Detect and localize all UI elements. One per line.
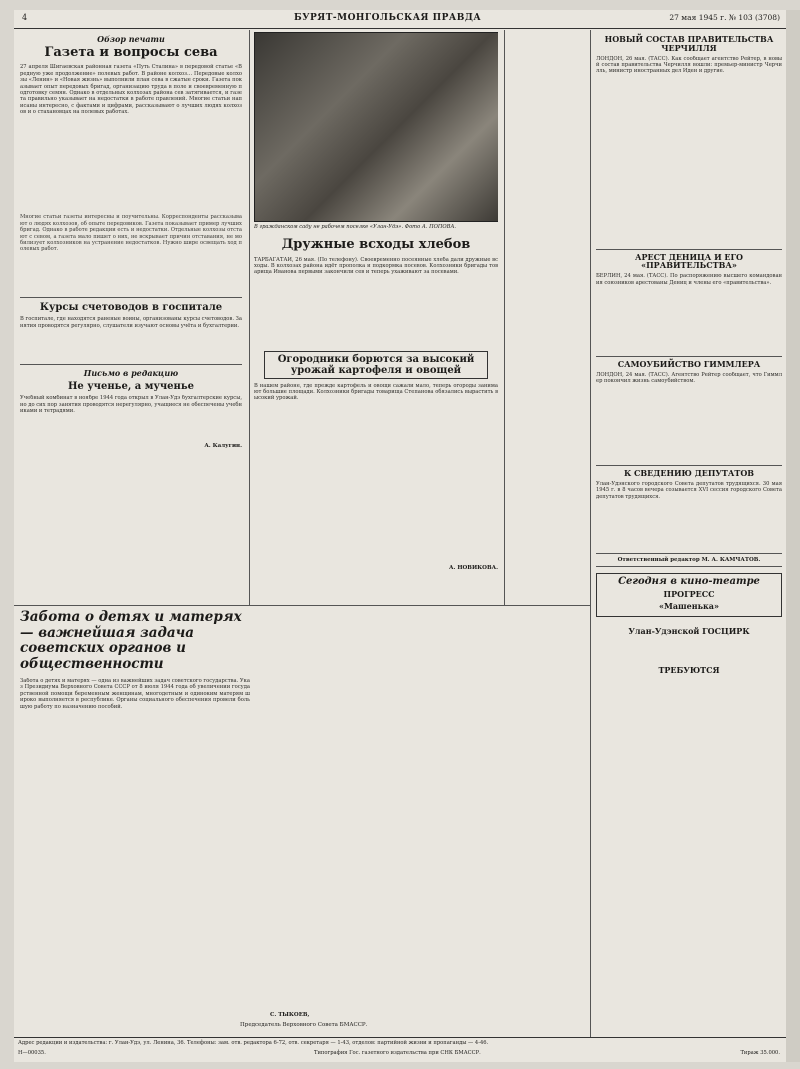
newspaper-title: БУРЯТ-МОНГОЛЬСКАЯ ПРАВДА: [294, 13, 482, 23]
garden-photo: [254, 32, 498, 222]
article-body: 27 апреля Шигаевская районная газета «Путь Сталина» в передовой статье «Вредную уже продолжение» полевых работ. В районе колхоз… Передовые колхозы «Ленин» и «Новая жизнь» выполнили план сева в сжатые сроки. Газета показывает опыт передовых бригад, организацию труда в поле и своевременную подготовку семян. Однако в отдельных колхозах района сев затягивается, и газета правильно указывает на недостатки в работе правлений. Многие статьи написаны интересно, с фактами и цифрами, рассказывают о лучших людях колхозов и о стахановцах на полевых работах.: [20, 64, 242, 116]
tykoev-title: Председатель Верховного Совета БМАССР.: [240, 1022, 368, 1028]
headline-himmler: САМОУБИЙСТВО ГИММЛЕРА: [596, 356, 782, 369]
donitz-body: БЕРЛИН, 24 мая. (ТАСС). По распоряжению высшего командования союзников арестованы Дениц и члены его «правительства».: [596, 273, 782, 286]
himmler-body: ЛОНДОН, 24 мая. (ТАСС). Агентство Рейтер сообщает, что Гиммлер покончил жизнь самоубийством.: [596, 371, 782, 385]
harvest-column: [254, 32, 498, 602]
newspaper-page: [14, 10, 786, 1062]
grain-shoots-body: ТАРБАГАТАЙ, 26 мая. (По телефону). Своевременно посеянные хлеба дали дружные всходы. В колхозах района идёт прополка и подкормка посевов. Колхозники бригады товарища Иванова первыми закончили сев и теперь ухаживают за посевами.: [254, 256, 498, 276]
letter-signature: А. Калугин.: [204, 443, 242, 450]
editor-signature: Ответственный редактор М. А. КАМЧАТОВ.: [596, 553, 782, 567]
rubric-press-review: Обзор печати: [97, 34, 165, 44]
tykoev-signature: С. ТЫКОЕВ,: [270, 1012, 310, 1018]
mothers-children-body: Забота о детях и матерях — одна из важнейших задач советского государства. Указ Президиума Верховного Совета СССР от 8 июля 1944 года об увеличении государственной помощи беременным женщинам, многодетным и одиноким матерям широко выполняется в республике. Органы социального обеспечения провели большую работу по назначению пособий.: [20, 678, 250, 710]
job-ad: ТРЕБУЮТСЯ: [658, 664, 720, 675]
gardeners-body: В нашем районе, где прежде картофель и овощи сажали мало, теперь огороды занимают большие площади. Колхозники бригады товарища Степанова обязались вырастить высокий урожай.: [254, 382, 498, 402]
page-footer: [14, 1037, 786, 1062]
headline-grain-shoots: Дружные всходы хлебов: [281, 237, 471, 253]
footer-address: Адрес редакции и издательства: г. Улан-Удэ, ул. Ленина, 36. Телефоны: зам. отв. редактора 6-72, отв. секретаря — 1-43, отделов: партийной жизни и пропаганды — 4-46.: [18, 1040, 489, 1046]
letter-body: Учебный комбинат в ноябре 1944 года открыл в Улан-Удэ бухгалтерские курсы, но до сих пор занятия проводятся нерегулярно, учащиеся не обеспечены учебниками и тетрадями.: [20, 395, 242, 415]
headline-deputies: К СВЕДЕНИЮ ДЕПУТАТОВ: [596, 465, 782, 478]
headline-mothers-children: Забота о детях и матерях — важнейшая задача советских органов и общественности: [20, 610, 242, 672]
headline-letter: Не ученье, а мученье: [67, 381, 194, 393]
headline-cabinet: НОВЫЙ СОСТАВ ПРАВИТЕЛЬСТВА ЧЕРЧИЛЛЯ: [604, 34, 774, 53]
issue-date: 27 мая 1945 г. № 103 (3708): [669, 13, 780, 22]
gardeners-signature: А. НОВИКОВА.: [449, 564, 498, 571]
cinema-heading: Сегодня в кино-театре: [618, 575, 760, 587]
headline-accountant-courses: Курсы счетоводов в госпитале: [20, 297, 242, 313]
headline-gardeners: Огородники борются за высокий урожай картофеля и овощей: [264, 351, 488, 379]
headline-donitz-arrest: АРЕСТ ДЕНИЦА И ЕГО «ПРАВИТЕЛЬСТВА»: [596, 249, 782, 271]
footer-code: Н—00035.: [18, 1050, 46, 1056]
accountant-courses-body: В госпитале, где находятся раненые воины, организованы курсы счетоводов. Занятия проводятся регулярно, слушатели изучают основы учёта и бухгалтерии.: [20, 316, 242, 329]
news-column: [596, 32, 782, 1036]
press-review-column: [20, 32, 242, 602]
cinema-name: ПРОГРЕСС: [663, 589, 715, 600]
photo-caption: В гражданском саду не рабочем поселке «Улан-Удэ». Фото А. ПОПОВА.: [254, 224, 457, 230]
deputies-body: Улан-Удэнского городского Совета депутатов трудящихся. 30 мая 1945 г. в 8 часов вечера созывается XVI сессия городского Совета депутатов трудящихся.: [596, 480, 782, 500]
masthead: [14, 10, 786, 29]
exams-article: [510, 32, 586, 602]
headline-press-review: Газета и вопросы сева: [44, 45, 218, 60]
circus-ad: Улан-Удэнской ГОСЦИРК: [628, 625, 750, 636]
cabinet-body: ЛОНДОН, 26 мая. (ТАСС). Как сообщает агентство Рейтер, в новый состав правительства Черчилля вошли: премьер-министр Черчилль, министр иностранных дел Иден и другие.: [596, 55, 782, 75]
article-body-continued: Многие статьи газеты интересны и поучительны. Корреспонденты рассказывают о людях колхозов, об опыте передовиков. Газета показывает пример лучших бригад. Однако в работе редакции есть и недостатки. Отдельные колхозы отстают с севом, а газета мало пишет о них, не вскрывает причин отставания, не мобилизует колхозников на устранение недостатков. Нужно шире освещать ход полевых работ.: [20, 214, 242, 253]
mothers-children-article: [20, 610, 582, 1030]
footer-circulation: Тираж 35.000.: [740, 1050, 780, 1056]
rubric-letter: Письмо в редакцию: [20, 364, 242, 378]
footer-printer: Типография Гос. газетного издательства при СНК БМАССР.: [314, 1050, 481, 1056]
cinema-film: «Машенька»: [659, 601, 719, 612]
cinema-box: [596, 573, 782, 617]
adjacent-page-edge: [786, 10, 800, 1062]
page-number: 4: [22, 13, 28, 22]
